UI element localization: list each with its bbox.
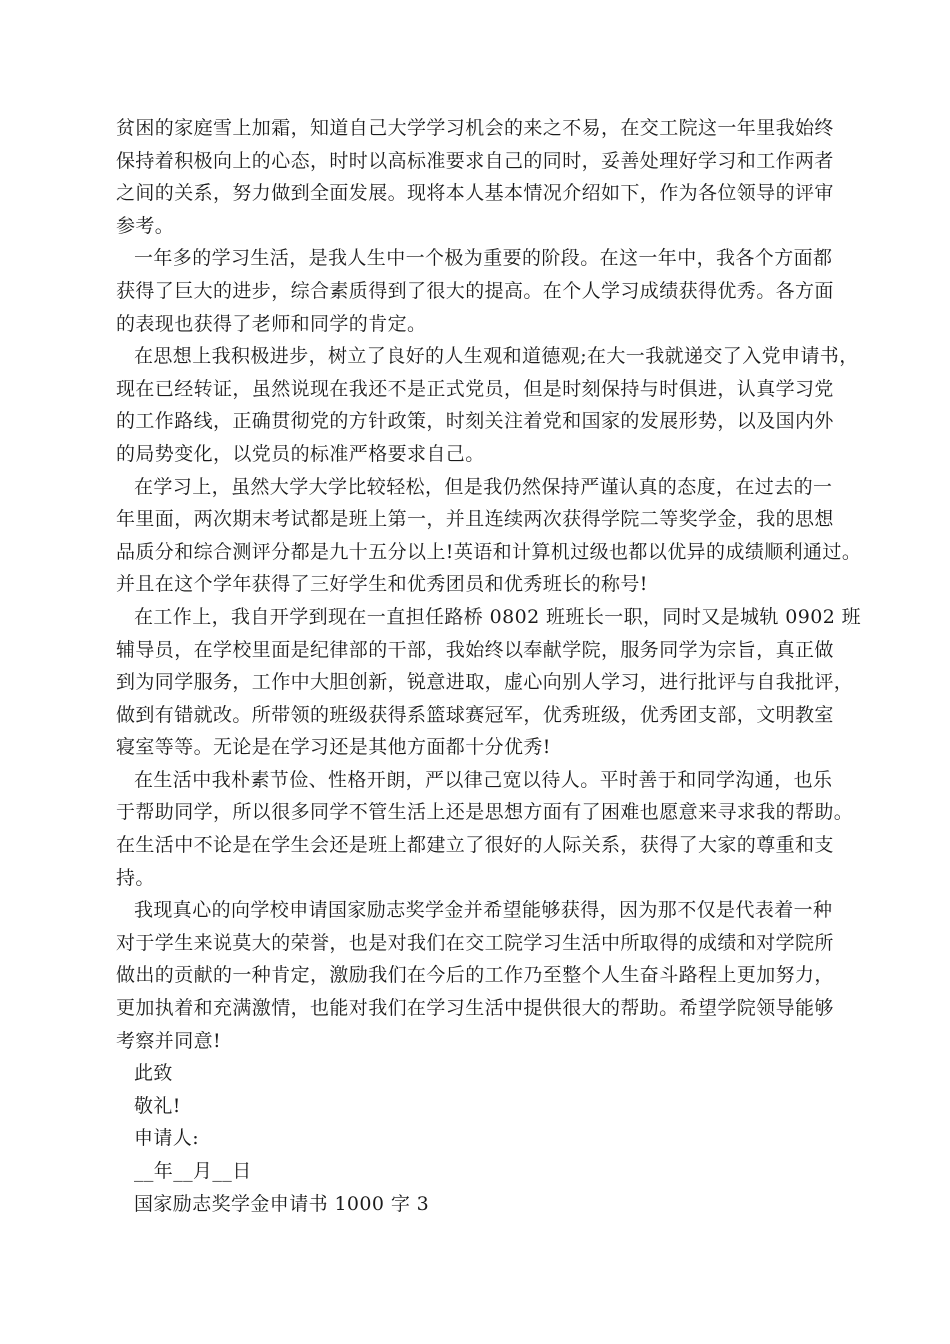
text-line: 的表现也获得了老师和同学的肯定。 bbox=[116, 312, 427, 335]
text-line: 寝室等等。无论是在学习还是其他方面都十分优秀! bbox=[116, 736, 551, 759]
text-line: 于帮助同学，所以很多同学不管生活上还是思想方面有了困难也愿意来寻求我的帮助。 bbox=[116, 801, 854, 824]
text-line: 做到有错就改。所带领的班级获得系篮球赛冠军，优秀班级，优秀团支部，文明教室 bbox=[116, 703, 834, 726]
text-line: 品质分和综合测评分都是九十五分以上!英语和计算机过级也都以优异的成绩顺利通过。 bbox=[116, 540, 862, 563]
paragraph-start-line: 在工作上，我自开学到现在一直担任路桥 0802 班班长一职，同时又是城轨 0902 班 bbox=[134, 605, 862, 628]
text-line: 现在已经转证，虽然说现在我还不是正式党员，但是时刻保持与时俱进，认真学习党 bbox=[116, 377, 834, 400]
text-line: 更加执着和充满激情，也能对我们在学习生活中提供很大的帮助。希望学院领导能够 bbox=[116, 997, 834, 1020]
closing-regards: 敬礼! bbox=[134, 1094, 181, 1117]
paragraph-start-line: 我现真心的向学校申请国家励志奖学金并希望能够获得，因为那不仅是代表着一种 bbox=[134, 899, 833, 922]
paragraph-start-line: 在学习上，虽然大学大学比较轻松，但是我仍然保持严谨认真的态度，在过去的一 bbox=[134, 475, 833, 498]
closing-salutation: 此致 bbox=[134, 1062, 173, 1085]
text-line: 参考。 bbox=[116, 214, 175, 237]
text-line: 贫困的家庭雪上加霜，知道自己大学学习机会的来之不易，在交工院这一年里我始终 bbox=[116, 117, 834, 139]
text-line: 在生活中不论是在学生会还是班上都建立了很好的人际关系，获得了大家的尊重和支 bbox=[116, 834, 834, 857]
text-line: 到为同学服务，工作中大胆创新，锐意进取，虚心向别人学习，进行批评与自我批评， bbox=[116, 671, 854, 694]
text-line: 之间的关系，努力做到全面发展。现将本人基本情况介绍如下，作为各位领导的评审 bbox=[116, 182, 834, 205]
text-line: 保持着积极向上的心态，时时以高标准要求自己的同时，妥善处理好学习和工作两者 bbox=[116, 149, 834, 172]
paragraph-start-line: 在生活中我朴素节俭、性格开朗，严以律己宽以待人。平时善于和同学沟通，也乐 bbox=[134, 768, 833, 791]
text-line: 并且在这个学年获得了三好学生和优秀团员和优秀班长的称号! bbox=[116, 573, 648, 596]
document-body bbox=[116, 112, 862, 1220]
text-line: 持。 bbox=[116, 866, 155, 889]
text-line: 做出的贡献的一种肯定，激励我们在今后的工作乃至整个人生奋斗路程上更加努力， bbox=[116, 964, 834, 987]
text-line: 考察并同意! bbox=[116, 1029, 222, 1052]
text-line: 的工作路线，正确贯彻党的方针政策，时刻关注着党和国家的发展形势，以及国内外 bbox=[116, 410, 834, 433]
text-line: 获得了巨大的进步，综合素质得到了很大的提高。在个人学习成绩获得优秀。各方面 bbox=[116, 279, 834, 302]
applicant-label: 申请人: bbox=[134, 1127, 200, 1150]
text-line: 辅导员，在学校里面是纪律部的干部，我始终以奉献学院，服务同学为宗旨，真正做 bbox=[116, 638, 834, 661]
text-line: 的局势变化，以党员的标准严格要求自己。 bbox=[116, 442, 485, 465]
paragraph-start-line: 一年多的学习生活，是我人生中一个极为重要的阶段。在这一年中，我各个方面都 bbox=[134, 247, 833, 270]
date-line: __年__月__日 bbox=[134, 1160, 252, 1182]
paragraph-start-line: 在思想上我积极进步，树立了良好的人生观和道德观;在大一我就递交了入党申请书， bbox=[134, 345, 859, 368]
next-section-title: 国家励志奖学金申请书 1000 字 3 bbox=[134, 1192, 430, 1215]
text-line: 年里面，两次期末考试都是班上第一，并且连续两次获得学院二等奖学金，我的思想 bbox=[116, 508, 834, 531]
text-line: 对于学生来说莫大的荣誉，也是对我们在交工院学习生活中所取得的成绩和对学院所 bbox=[116, 931, 834, 954]
